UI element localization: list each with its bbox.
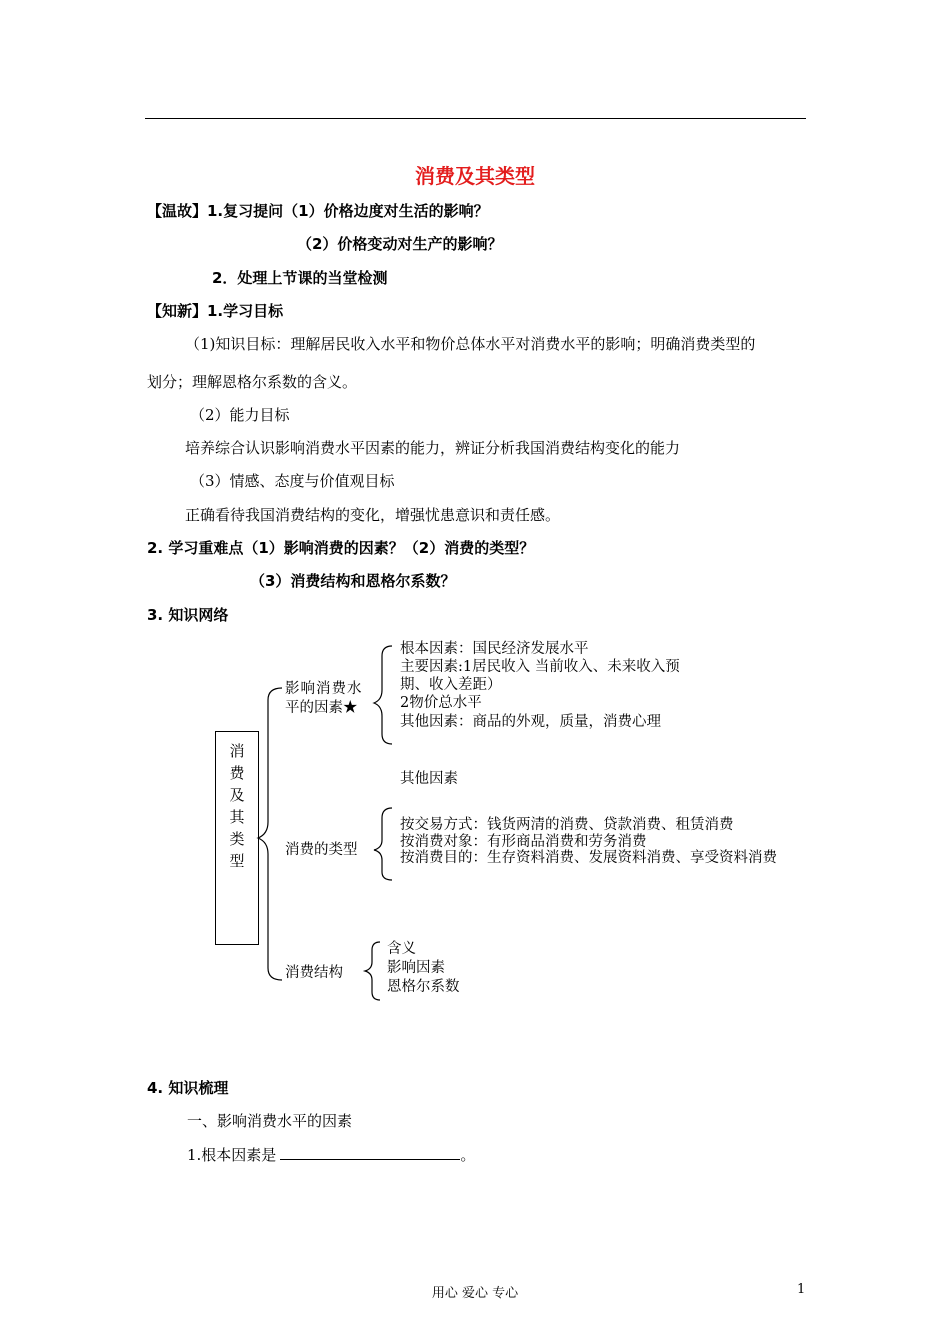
objective-2: （2）能力目标	[190, 406, 290, 424]
b1-item-5: 其他因素：商品的外观，质量，消费心理	[400, 714, 661, 730]
b3-item-1: 含义	[387, 941, 416, 957]
root-label: 消 费 及 其 类 型	[229, 742, 245, 870]
b2-item-2: 按消费对象：有形商品消费和劳务消费	[400, 834, 647, 850]
question-1	[187, 1144, 475, 1165]
brace-2-icon	[374, 808, 392, 880]
objective-3-text: 正确看待我国消费结构的变化，增强忧患意识和责任感。	[185, 506, 561, 524]
b1-item-2: 主要因素:1居民收入 当前收入、未来收入预	[400, 659, 680, 675]
branch-2-label: 消费的类型	[285, 842, 358, 858]
brace-1-icon	[374, 646, 392, 744]
key-points-1: 2. 学习重难点（1）影响消费的因素？（2）消费的类型？	[147, 539, 535, 557]
b3-item-3: 恩格尔系数	[387, 979, 460, 995]
network-heading: 3. 知识网络	[147, 606, 229, 624]
branch-1-label-b: 平的因素★	[285, 700, 358, 716]
objective-1b: 划分；理解恩格尔系数的含义。	[147, 373, 358, 391]
review-line-2: （2）价格变动对生产的影响？	[297, 235, 503, 253]
page-number: 1	[797, 1282, 806, 1297]
root-box	[215, 731, 259, 945]
key-points-2: （3）消费结构和恩格尔系数？	[250, 572, 456, 590]
page-title: 消费及其类型	[415, 164, 535, 188]
b1-item-1: 根本因素：国民经济发展水平	[400, 641, 589, 657]
objective-3: （3）情感、态度与价值观目标	[190, 472, 395, 490]
objective-2-text: 培养综合认识影响消费水平因素的能力，辨证分析我国消费结构变化的能力	[185, 439, 681, 457]
footer-text: 用心 爱心 专心	[431, 1286, 519, 1301]
question-1-suffix: 。	[460, 1146, 476, 1164]
sorting-heading: 4. 知识梳理	[147, 1079, 229, 1097]
b2-item-3: 按消费目的：生存资料消费、发展资料消费、享受资料消费	[400, 850, 777, 866]
question-1-prefix: 1.根本因素是	[187, 1146, 277, 1164]
b3-item-2: 影响因素	[387, 960, 445, 976]
new-heading: 【知新】1.学习目标	[147, 302, 284, 320]
review-line-1: 【温故】1.复习提问（1）价格边度对生活的影响？	[147, 202, 489, 220]
review-line-3: 2．处理上节课的当堂检测	[212, 269, 388, 287]
sorting-sub-1: 一、影响消费水平的因素	[187, 1112, 353, 1130]
brace-3-icon	[365, 942, 380, 1000]
branch-3-label: 消费结构	[285, 965, 343, 981]
main-brace-icon	[258, 688, 282, 980]
other-factors: 其他因素	[400, 771, 458, 787]
b2-item-1: 按交易方式：钱货两清的消费、贷款消费、租赁消费	[400, 817, 734, 833]
branch-1-label-a: 影响消费水	[285, 681, 363, 697]
answer-blank[interactable]	[280, 1145, 460, 1160]
b1-item-3: 期、收入差距）	[400, 677, 502, 693]
objective-1a: （1)知识目标：理解居民收入水平和物价总体水平对消费水平的影响；明确消费类型的	[185, 335, 756, 353]
b1-item-4: 2物价总水平	[400, 695, 482, 711]
